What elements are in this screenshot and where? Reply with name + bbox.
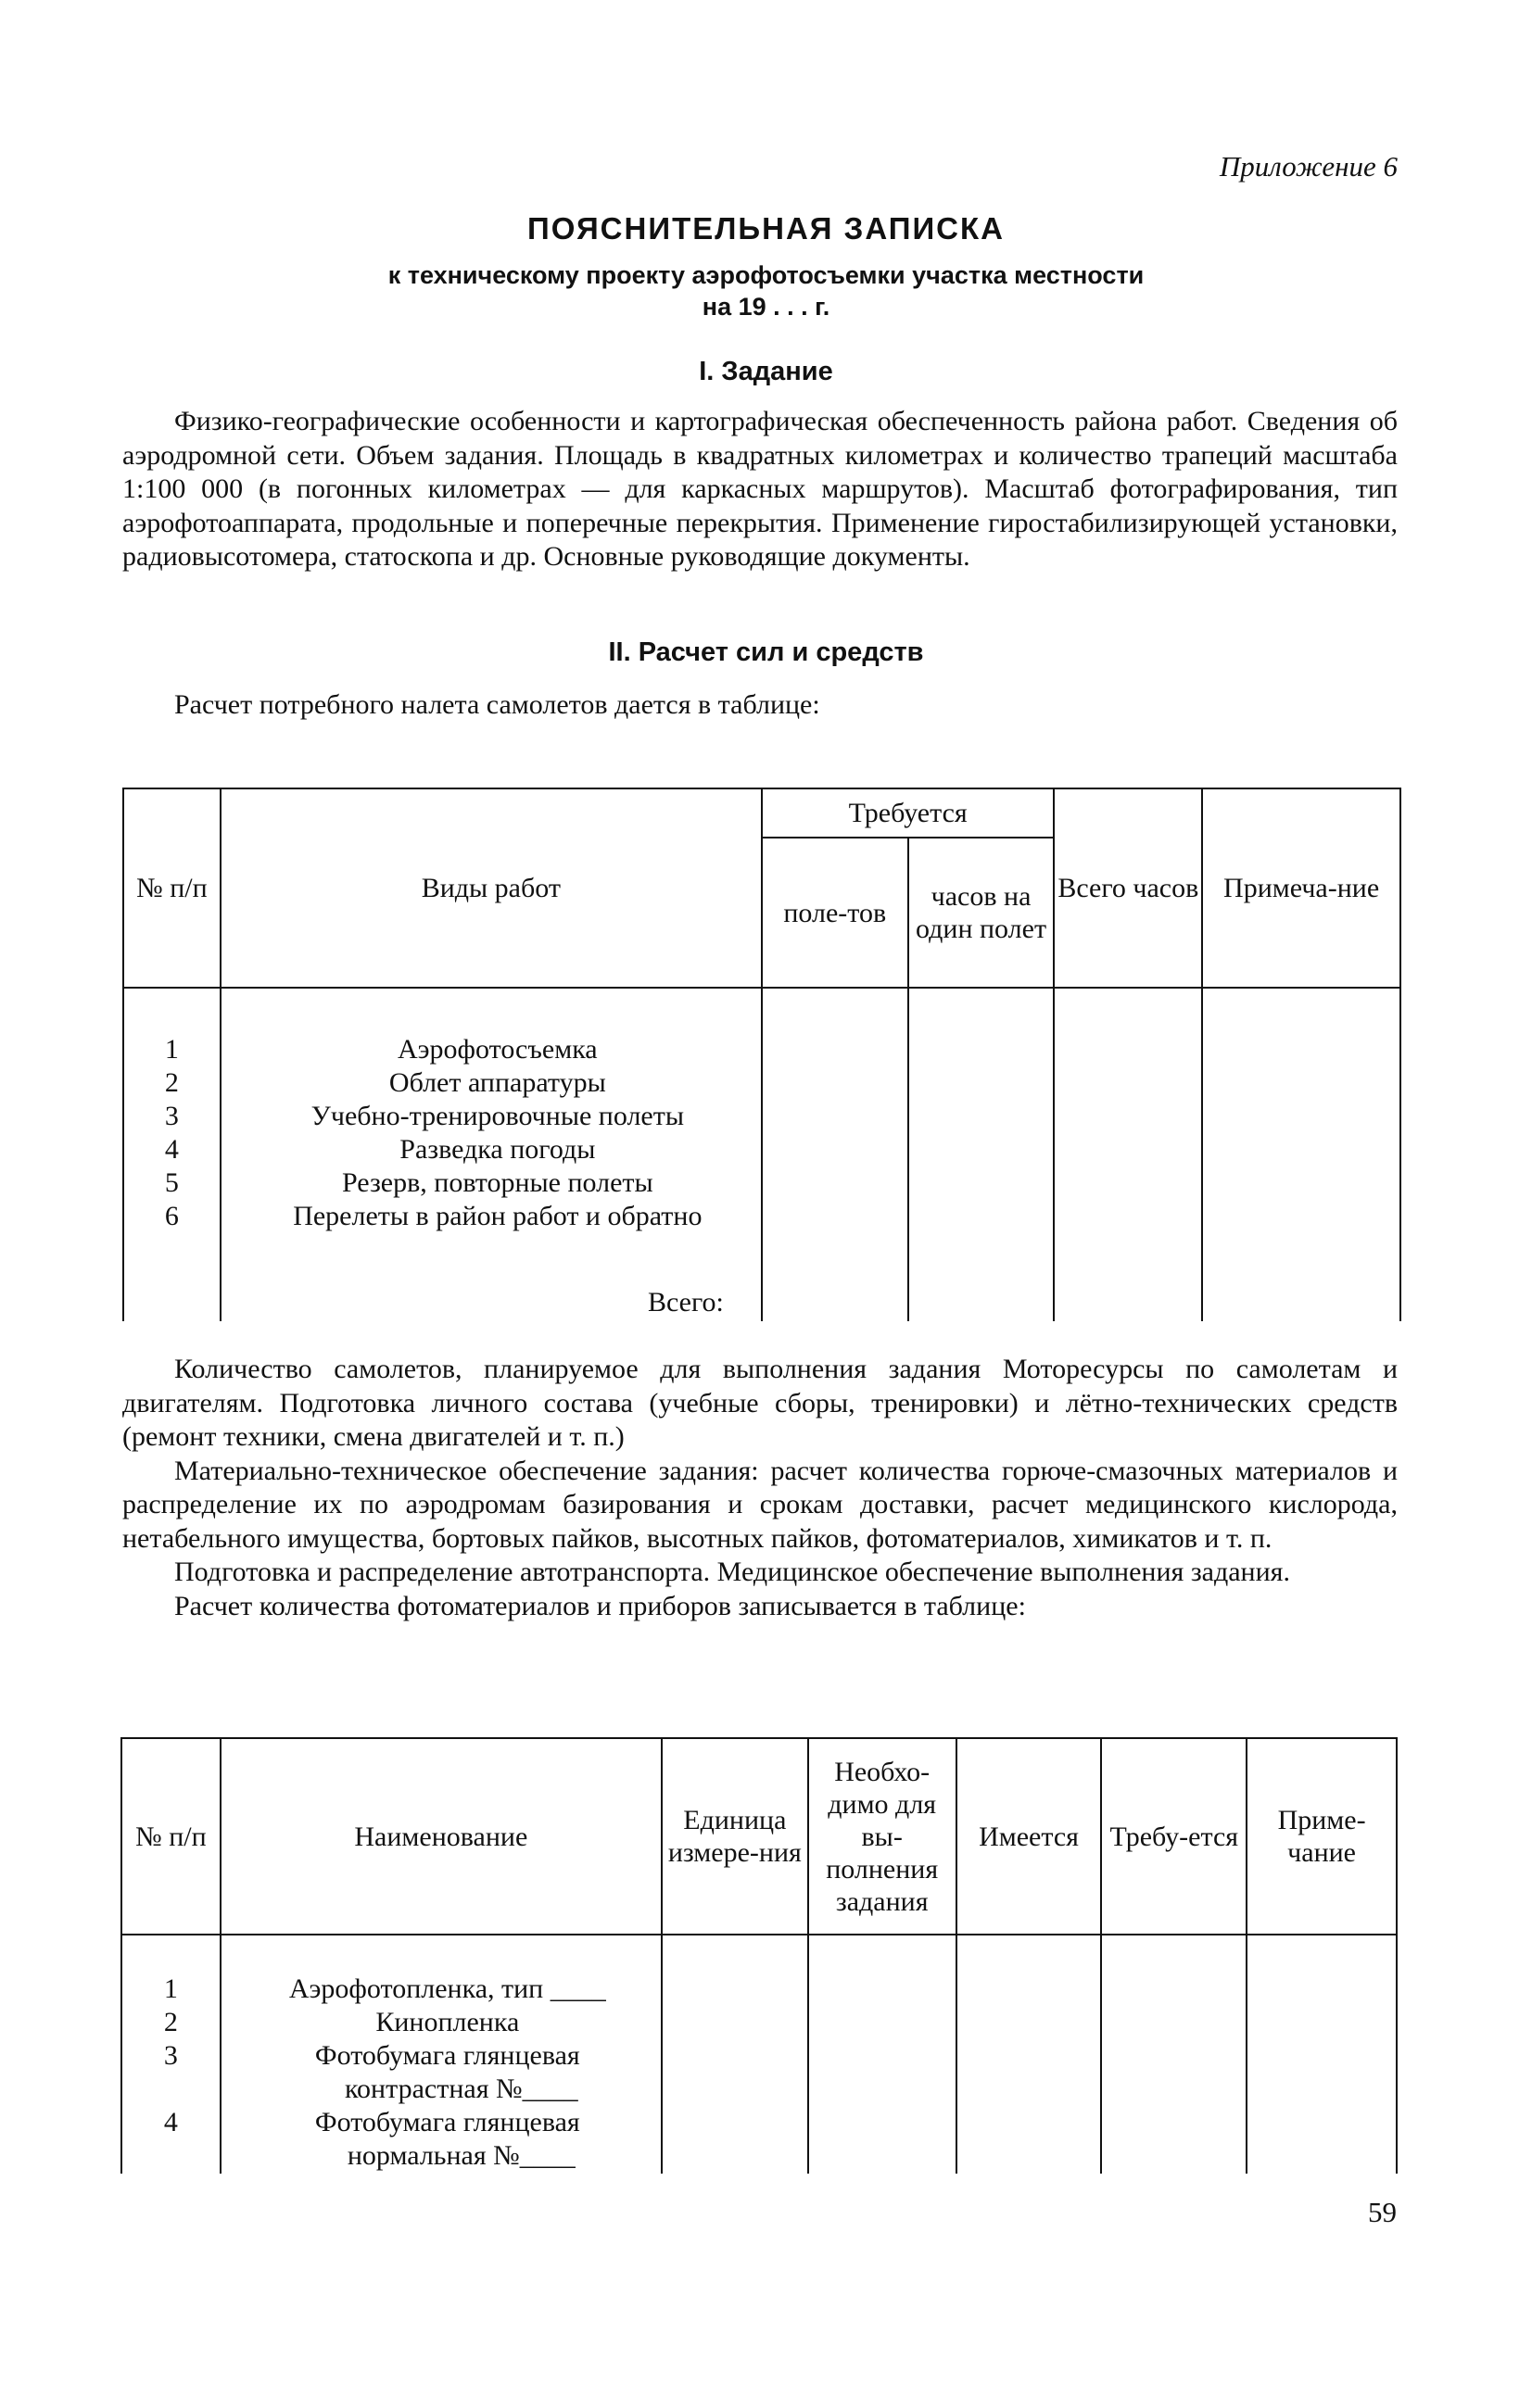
page-subtitle — [0, 259, 1532, 322]
table-header-cell: Всего часов — [1054, 788, 1202, 988]
empty-cell — [1247, 1935, 1397, 2174]
section-heading: I. Задание — [699, 357, 833, 386]
row-name: контрастная №____ — [345, 2074, 578, 2104]
row-name: Аэрофотосъемка — [398, 1034, 598, 1065]
row-number: 3 — [164, 1101, 179, 1131]
subtitle-line: на 19 . . . г. — [702, 293, 830, 321]
row-names-cell — [221, 1935, 662, 2174]
table-header-cell: Примеча-ние — [1202, 788, 1400, 988]
table-header-cell: поле-тов — [762, 838, 908, 988]
page-title: ПОЯСНИТЕЛЬНАЯ ЗАПИСКА — [527, 211, 1005, 246]
page-number: 59 — [1368, 2196, 1397, 2228]
empty-cell — [956, 1935, 1102, 2174]
row-number: 2 — [163, 2007, 178, 2037]
empty-cell — [1202, 988, 1400, 1321]
empty-cell — [908, 988, 1055, 1321]
table-header-cell: Имеется — [956, 1738, 1102, 1935]
row-name: Кинопленка — [375, 2007, 520, 2037]
row-number — [122, 2139, 220, 2173]
section-heading: II. Расчет сил и средств — [608, 637, 924, 667]
table-header-cell: № п/п — [121, 1738, 221, 1935]
row-name: Облет аппаратуры — [388, 1067, 606, 1098]
table-header-cell: Необхо-димо для вы-полнения задания — [808, 1738, 956, 1935]
row-name: нормальная №____ — [347, 2140, 576, 2171]
row-number: 6 — [164, 1201, 179, 1231]
row-name: Аэрофотопленка, тип ____ — [288, 1973, 606, 2004]
after-table-text — [122, 1353, 1398, 1623]
empty-cell — [1101, 1935, 1247, 2174]
row-number: 4 — [164, 1134, 179, 1165]
paragraph: Расчет потребного налета самолетов дается в таблице: — [174, 689, 820, 720]
row-number: 3 — [163, 2040, 178, 2071]
table-header-cell: № п/п — [123, 788, 221, 988]
row-name: Фотобумага глянцевая — [314, 2040, 580, 2071]
table-header-cell: Требуется — [762, 788, 1055, 838]
row-number: 2 — [164, 1067, 179, 1098]
appendix-label: Приложение 6 — [1219, 150, 1398, 183]
table-header-cell: Приме-чание — [1247, 1738, 1397, 1935]
section2-intro — [122, 688, 1398, 723]
row-numbers-cell — [121, 1935, 221, 2174]
table-header-cell: часов на один полет — [908, 838, 1055, 988]
row-number: 5 — [164, 1167, 179, 1198]
materials-table — [120, 1737, 1398, 2174]
row-name: Резерв, повторные полеты — [341, 1167, 653, 1198]
row-number — [122, 2073, 220, 2106]
row-name: Перелеты в район работ и обратно — [293, 1201, 703, 1231]
row-number: 1 — [164, 1034, 179, 1065]
section1-text — [122, 405, 1398, 574]
row-number: 4 — [163, 2107, 178, 2137]
subtitle-line: к техническому проекту аэрофотосъемки участка местности — [387, 261, 1145, 289]
row-number: 1 — [163, 1973, 178, 2004]
table-header-cell: Единица измере-ния — [662, 1738, 808, 1935]
paragraph: Физико-географические особенности и картографическая обеспеченность района работ. Сведения об аэродромной сети. Объем задания. Площадь в квадратных километрах и количество трапеций масштаба 1:100 000 (в погонных километрах — для каркасных маршрутов). Масштаб фотографирования, тип аэрофотоаппарата, продольные и поперечные перекрытия. Применение гиростабилизирующей установки, радиовысотомера, статоскопа и др. Основные руководящие документы. — [122, 406, 1398, 572]
paragraph: Количество самолетов, планируемое для выполнения задания Моторесурсы по самолетам и двигателям. Подготовка личного состава (учебные сборы, тренировки) и лётно-технических средств (ремонт техники, смена двигателей и т. п.) — [122, 1354, 1398, 1452]
row-numbers-cell — [123, 988, 221, 1321]
row-name: Учебно-тренировочные полеты — [310, 1101, 685, 1131]
paragraph: Расчет количества фотоматериалов и приборов записывается в таблице: — [174, 1590, 1026, 1621]
row-names-cell — [221, 988, 762, 1321]
flight-hours-table — [122, 788, 1401, 1321]
empty-cell — [662, 1935, 808, 2174]
table-header-cell: Наименование — [221, 1738, 662, 1935]
row-name: Фотобумага глянцевая — [314, 2107, 580, 2137]
paragraph: Подготовка и распределение автотранспорта. Медицинское обеспечение выполнения задания. — [174, 1557, 1290, 1587]
table-header-cell: Виды работ — [221, 788, 762, 988]
table-header-cell: Требу-ется — [1101, 1738, 1247, 1935]
empty-cell — [1054, 988, 1202, 1321]
empty-cell — [762, 988, 908, 1321]
total-label: Всего: — [647, 1287, 724, 1317]
empty-cell — [808, 1935, 956, 2174]
paragraph: Материально-техническое обеспечение задания: расчет количества горюче-смазочных материалов и распределение их по аэродромам базирования и срокам доставки, расчет медицинского кислорода, нетабельного имущества, бортовых пайков, высотных пайков, фотоматериалов, химикатов и т. п. — [122, 1455, 1398, 1554]
row-name: Разведка погоды — [399, 1134, 596, 1165]
